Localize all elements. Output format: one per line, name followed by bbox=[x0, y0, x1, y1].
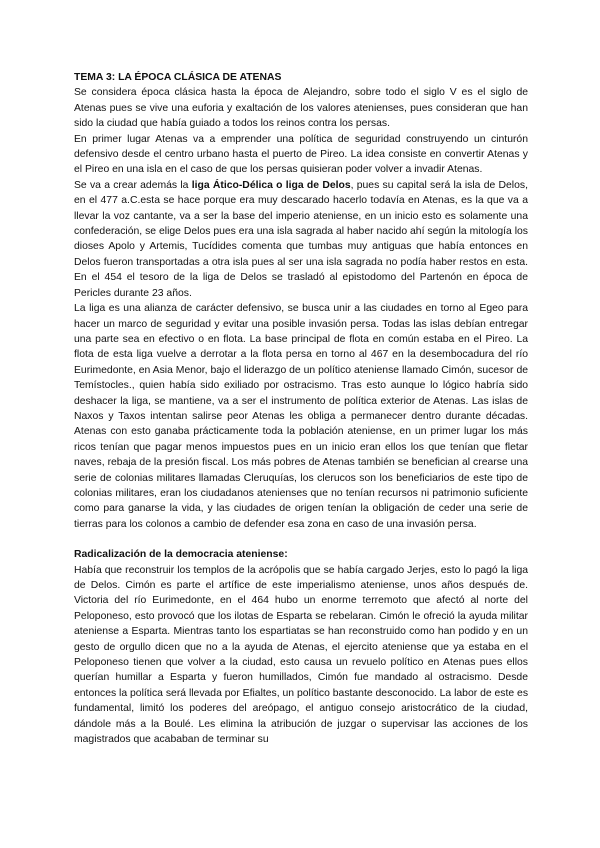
section-title-radicalization: Radicalización de la democracia ateniense: bbox=[74, 549, 288, 561]
paragraph-defense-policy: En primer lugar Atenas va a emprender una política de seguridad construyendo un cinturón defensivo desde el centro urbano hasta el puerto de Pireo. La idea consiste en convertir Atenas y el Pireo en una isla en el caso de que los persas quisieran poder volver a invadir Atenas. bbox=[74, 133, 528, 176]
paragraph-classical-era: Se considera época clásica hasta la época de Alejandro, sobre todo el siglo V es el siglo de Atenas pues se vive una euforia y exaltación de los valores atenienses, pues consideran que han sido la ciudad que había guiado a todos los reinos contra los persas. bbox=[74, 87, 528, 130]
section-gap bbox=[74, 532, 528, 547]
paragraph-delian-league bbox=[74, 178, 528, 301]
liga-intro-text: Se va a crear además la bbox=[74, 179, 192, 191]
document-title: TEMA 3: LA ÉPOCA CLÁSICA DE ATENAS bbox=[74, 72, 282, 83]
paragraph-alliance: La liga es una alianza de carácter defensivo, se busca unir a las ciudades en torno al Egeo para hacer un marco de seguridad y evitar una posible invasión persa. Todas las islas debían entregar una parte sea en efectivo o en flota. La base principal de flota en común estaba en el Pireo. La flota de esta liga vuelve a derrotar a la flota persa en torno al 467 en la desembocadura del río Eurimedonte, en Asia Menor, bajo el liderazgo de un político ateniense llamado Cimón, sucesor de Temístocles., quien había sido exiliado por ostracismo. Tras esto aunque lo lógico habría sido deshacer la liga, se mantiene, va a ser el instrumento de política exterior de Atenas. Las islas de Naxos y Taxos intentan salirse peor Atenas les obliga a permanecer dentro durante décadas. Atenas con esto ganaba prácticamente toda la población ateniense, en un primer lugar los más ricos tenían que pagar menos impuestos pues en un inicio eran ellos los que tenían que fletar naves, rebaja de la presión fiscal. Los más pobres de Atenas también se benefician al crearse una serie de colonias militares llamadas Cleruquías, los clerucos son los beneficiarios de este tipo de colonias militares, eran los ciudadanos atenienses que no tenían recursos ni patrimonio suficiente como para ganarse la vida, y las ciudades de origen tenían la obligación de ceder una serie de tierras para los colonos a cambio de defender esa zona en caso de una invasión persa. bbox=[74, 303, 528, 530]
liga-rest-text: , pues su capital será la isla de Delos, en el 477 a.C.esta se hace porque era muy descarado hacerlo todavía en Atenas, es la que va a llevar la voz cantante, va a ser la base del imperio ateniense, en un inicio esto es solamente una confederación, se elige Delos pues era una isla sagrada al haber nacido ahí según la mitología los dioses Apolo y Artemis, Tucídides comenta que tumbas muy antiguas que había entonces en Delos fueron transportadas a otra isla pues al ser una isla sagrada no podía haber restos en esta. En el 454 el tesoro de la liga de Delos se trasladó al epistodomo del Partenón en época de Pericles durante 23 años. bbox=[74, 179, 528, 299]
paragraph-radicalization: Había que reconstruir los templos de la acrópolis que se había cargado Jerjes, esto lo pagó la liga de Delos. Cimón es parte el artífice de este imperialismo ateniense, unos años después de. Victoria del río Eurimedonte, en el 464 hubo un enorme terremoto que afectó al norte del Peloponeso, esto provocó que los ilotas de Esparta se rebelaran. Cimón le ofreció la ayuda militar ateniense a Esparta. Mientras tanto los espartiatas se han reconstruido como han podido y en un gesto de orgullo dicen que no a la ayuda de Atenas, el ejercito ateniense que ya estaba en el Peloponeso tienen que volver a la ciudad, esto causa un revuelo político en Atenas pues ellos querían humillar a Esparta y fueron humillados, Cimón fue mandado al ostracismo. Desde entonces la política será llevada por Efialtes, un político bastante desconocido. La labor de este es fundamental, limitó los poderes del areópago, el antiguo consejo aristocrático de la ciudad, dándole más a la Boulé. Les elimina la atribución de juzgar o supervisar las acciones de los magistrados que acababan de terminar su bbox=[74, 564, 529, 746]
liga-bold-term: liga Ático-Délica o liga de Delos bbox=[191, 179, 351, 191]
document-page bbox=[74, 70, 528, 747]
